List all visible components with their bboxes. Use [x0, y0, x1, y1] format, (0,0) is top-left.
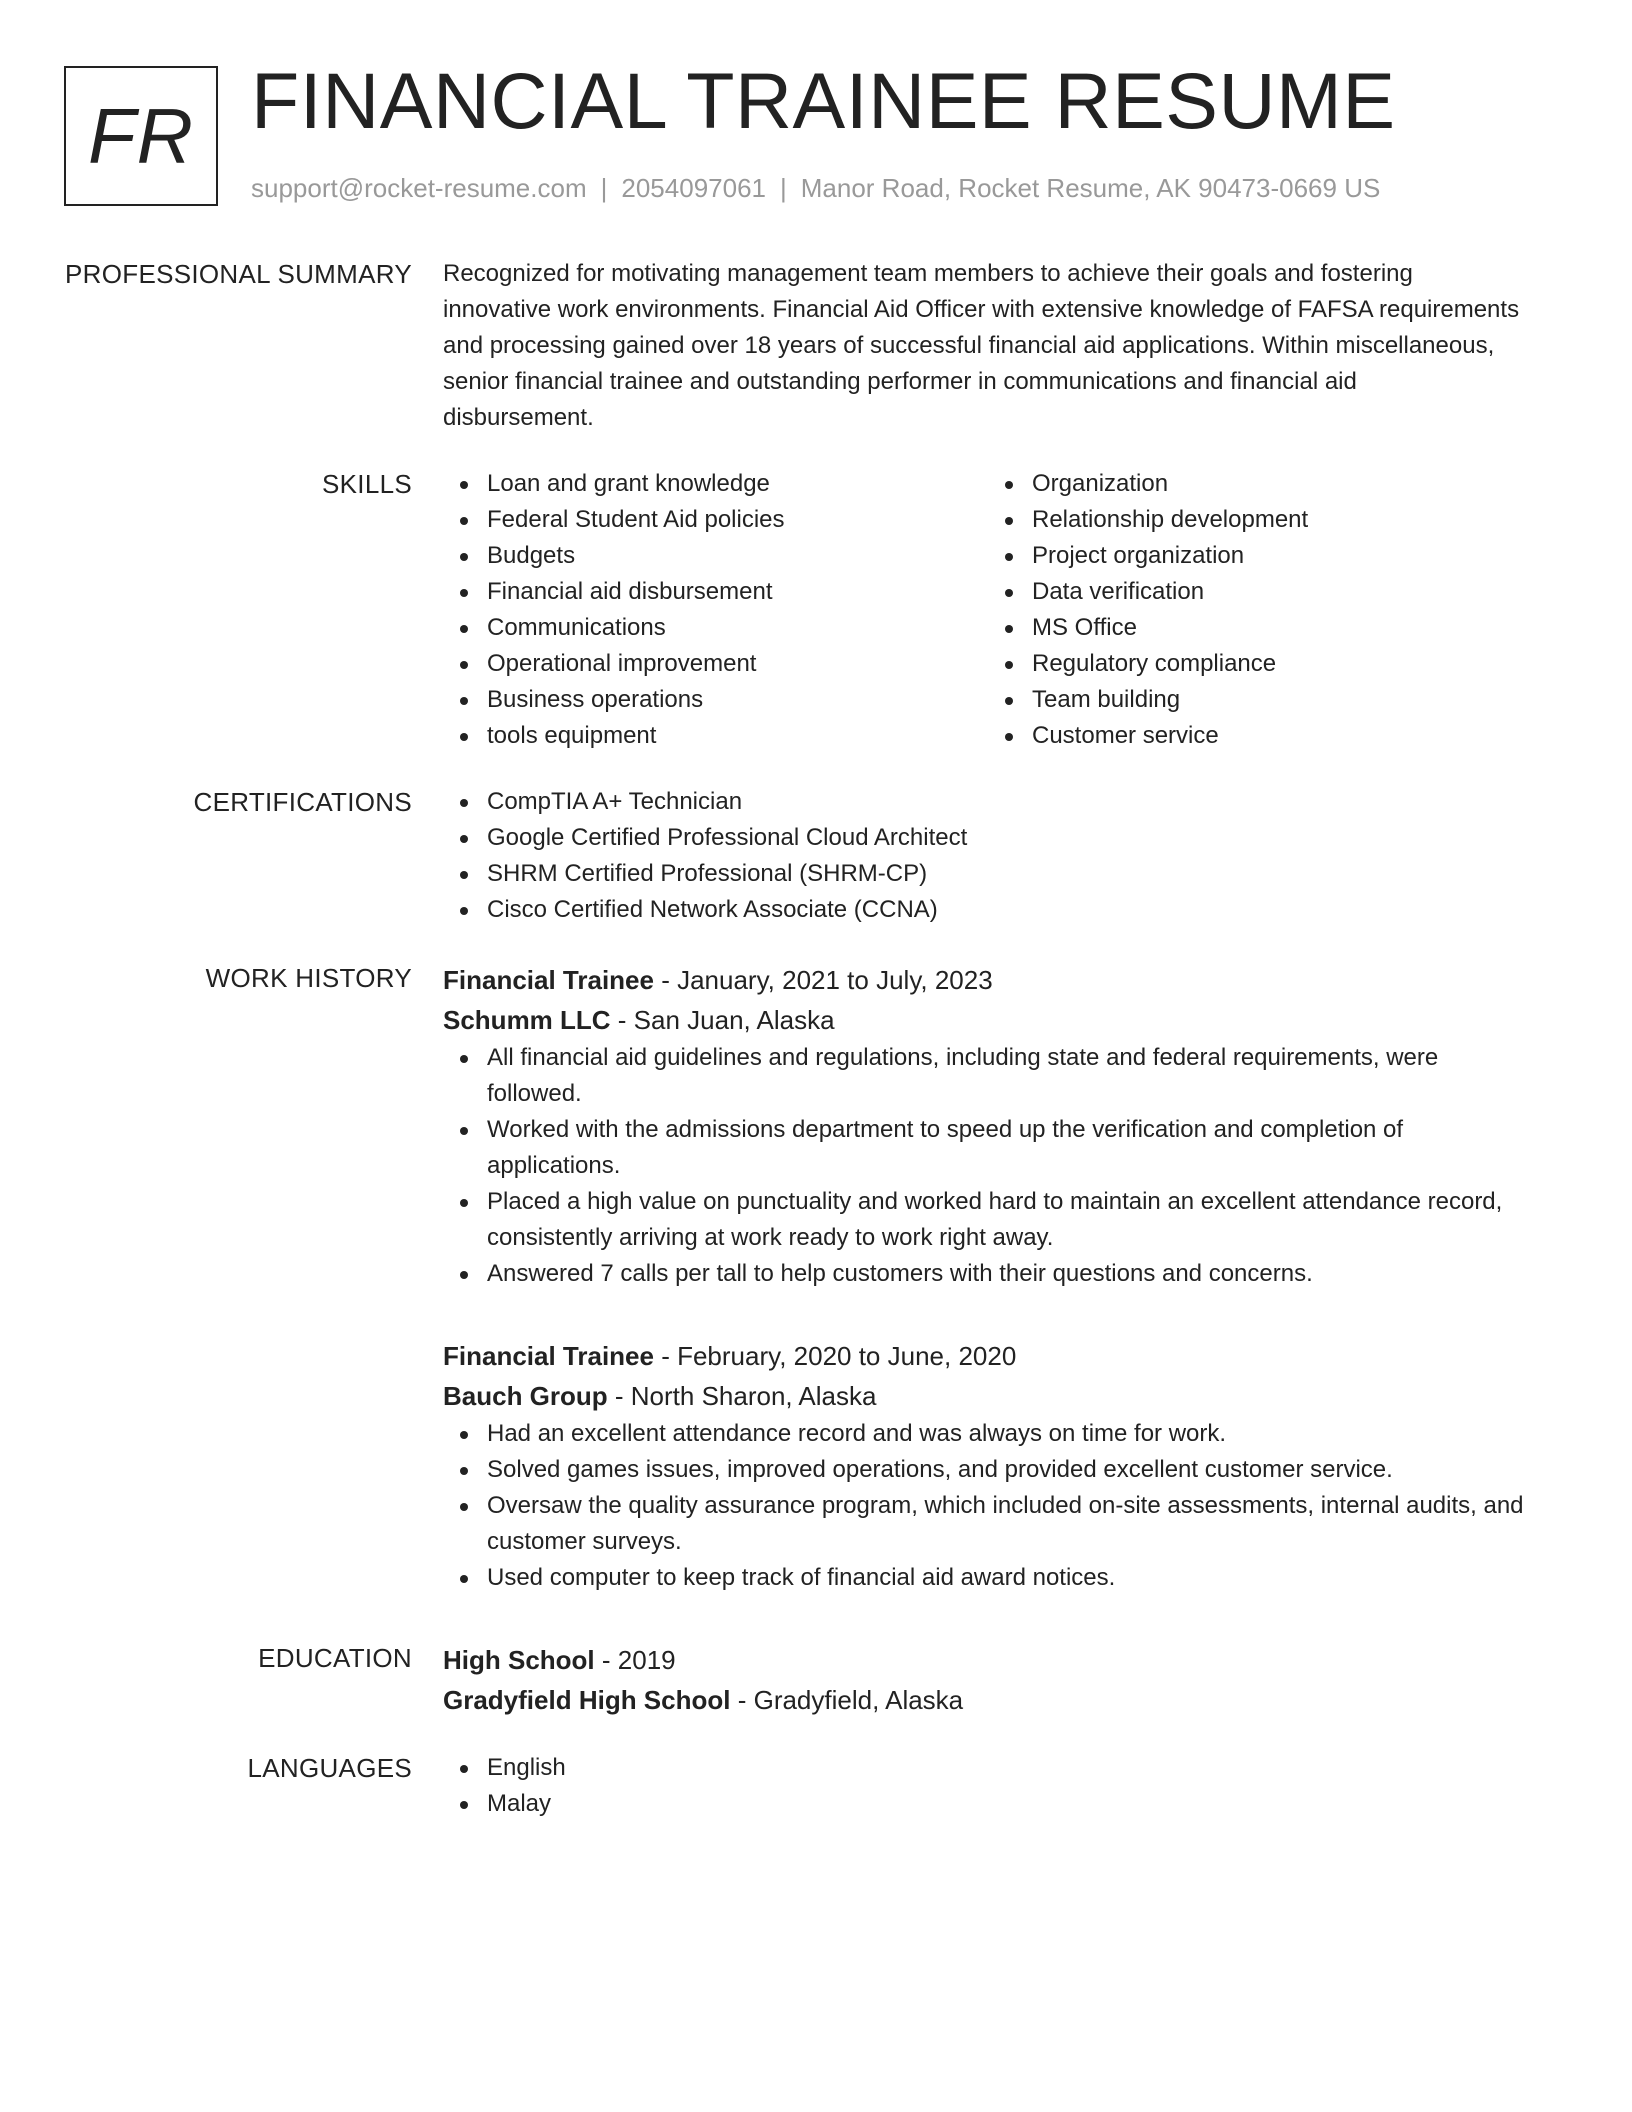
certification-item: CompTIA A+ Technician — [443, 784, 1563, 820]
skill-item: Federal Student Aid policies — [443, 502, 988, 538]
job-duty — [443, 1184, 1563, 1256]
skill-item: Team building — [988, 682, 1533, 718]
education-location: - Gradyfield, Alaska — [730, 1685, 964, 1715]
skills-right-column — [988, 466, 1533, 754]
skill-item: Regulatory compliance — [988, 646, 1533, 682]
summary-line: Recognized for motivating management team members to achieve their goals and fostering — [443, 260, 1413, 287]
skills-grid — [443, 466, 1563, 754]
skills-heading: SKILLS — [322, 469, 412, 499]
skill-item: Budgets — [443, 538, 988, 574]
monogram-logo: FR — [64, 66, 218, 206]
summary-line: innovative work environments. Financial Aid Officer with extensive knowledge of FAFSA requirements — [443, 296, 1520, 323]
job-company: Bauch Group — [443, 1381, 608, 1411]
education-school-line — [443, 1680, 1563, 1720]
contact-address: Manor Road, Rocket Resume, AK 90473-0669 US — [800, 173, 1381, 203]
language-item: English — [443, 1750, 1563, 1786]
job-duty-line: All financial aid guidelines and regulations, including state and federal requirements, were — [487, 1044, 1439, 1071]
job-company-line — [443, 1000, 1563, 1040]
job-title-line — [443, 1336, 1563, 1376]
language-item: Malay — [443, 1786, 1563, 1822]
job-duty — [443, 1416, 1563, 1452]
skill-item: Communications — [443, 610, 988, 646]
job-duty-line: consistently arriving at work ready to work right away. — [487, 1224, 1054, 1251]
job-dates: - January, 2021 to July, 2023 — [653, 965, 993, 995]
job-duty-line: Answered 7 calls per tall to help customers with their questions and concerns. — [487, 1260, 1313, 1287]
skill-item: Data verification — [988, 574, 1533, 610]
skill-item: MS Office — [988, 610, 1533, 646]
certifications-heading: CERTIFICATIONS — [193, 787, 412, 817]
skill-item: Operational improvement — [443, 646, 988, 682]
contact-line — [251, 172, 1380, 204]
job-location: - North Sharon, Alaska — [607, 1381, 877, 1411]
job-duty-line: Had an excellent attendance record and was always on time for work. — [487, 1420, 1227, 1447]
languages-list — [443, 1750, 1563, 1822]
contact-email: support@rocket-resume.com — [251, 173, 587, 203]
summary-line: disbursement. — [443, 404, 594, 431]
skills-body — [443, 466, 1563, 754]
job-entry — [443, 960, 1563, 1292]
job-duties-list — [443, 1040, 1563, 1292]
job-title: Financial Trainee — [443, 965, 654, 995]
job-duty — [443, 1112, 1563, 1184]
job-duty-line: Placed a high value on punctuality and worked hard to maintain an excellent attendance record, — [487, 1188, 1503, 1215]
job-duty — [443, 1560, 1563, 1596]
job-company-line — [443, 1376, 1563, 1416]
job-duty — [443, 1040, 1563, 1112]
summary-line: senior financial trainee and outstanding performer in communications and financial aid — [443, 368, 1357, 395]
skill-item: Loan and grant knowledge — [443, 466, 988, 502]
education-heading: EDUCATION — [258, 1643, 412, 1673]
skill-item: tools equipment — [443, 718, 988, 754]
job-duty-line: followed. — [487, 1080, 582, 1107]
job-duty-line: customer surveys. — [487, 1528, 682, 1555]
skills-left-column — [443, 466, 988, 754]
job-title-line — [443, 960, 1563, 1000]
certification-item: Cisco Certified Network Associate (CCNA) — [443, 892, 1563, 928]
job-duty — [443, 1452, 1563, 1488]
job-duty — [443, 1256, 1563, 1292]
job-duty — [443, 1488, 1563, 1560]
job-entry — [443, 1336, 1563, 1596]
job-duty-line: Solved games issues, improved operations, and provided excellent customer service. — [487, 1456, 1393, 1483]
skill-item: Customer service — [988, 718, 1533, 754]
education-year: - 2019 — [594, 1645, 676, 1675]
summary-line: and processing gained over 18 years of successful financial aid applications. Within miscellaneous, — [443, 332, 1495, 359]
job-duty-line: Oversaw the quality assurance program, which included on-site assessments, internal audits, and — [487, 1492, 1524, 1519]
certifications-list — [443, 784, 1563, 928]
contact-separator: | — [600, 173, 608, 203]
skill-item: Financial aid disbursement — [443, 574, 988, 610]
skill-item: Organization — [988, 466, 1533, 502]
certifications-body — [443, 784, 1563, 928]
certification-item: SHRM Certified Professional (SHRM-CP) — [443, 856, 1563, 892]
job-duty-line: Used computer to keep track of financial aid award notices. — [487, 1564, 1116, 1591]
certification-item: Google Certified Professional Cloud Architect — [443, 820, 1563, 856]
contact-separator: | — [780, 173, 787, 203]
job-duty-line: applications. — [487, 1152, 621, 1179]
education-degree-line — [443, 1640, 1563, 1680]
job-company: Schumm LLC — [443, 1005, 611, 1035]
summary-heading: PROFESSIONAL SUMMARY — [65, 259, 412, 289]
work-history-heading: WORK HISTORY — [205, 963, 412, 993]
skill-item: Project organization — [988, 538, 1533, 574]
skill-item: Relationship development — [988, 502, 1533, 538]
job-title: Financial Trainee — [443, 1341, 654, 1371]
languages-heading: LANGUAGES — [247, 1753, 412, 1783]
resume-title: FINANCIAL TRAINEE RESUME — [251, 56, 1396, 145]
summary-body — [443, 256, 1563, 436]
education-school: Gradyfield High School — [443, 1685, 731, 1715]
contact-phone: 2054097061 — [621, 173, 766, 203]
job-duty-line: Worked with the admissions department to speed up the verification and completion of — [487, 1116, 1404, 1143]
job-duties-list — [443, 1416, 1563, 1596]
job-dates: - February, 2020 to June, 2020 — [653, 1341, 1017, 1371]
job-location: - San Juan, Alaska — [610, 1005, 835, 1035]
education-body — [443, 1640, 1563, 1720]
education-degree: High School — [443, 1645, 595, 1675]
languages-body — [443, 1750, 1563, 1822]
skill-item: Business operations — [443, 682, 988, 718]
